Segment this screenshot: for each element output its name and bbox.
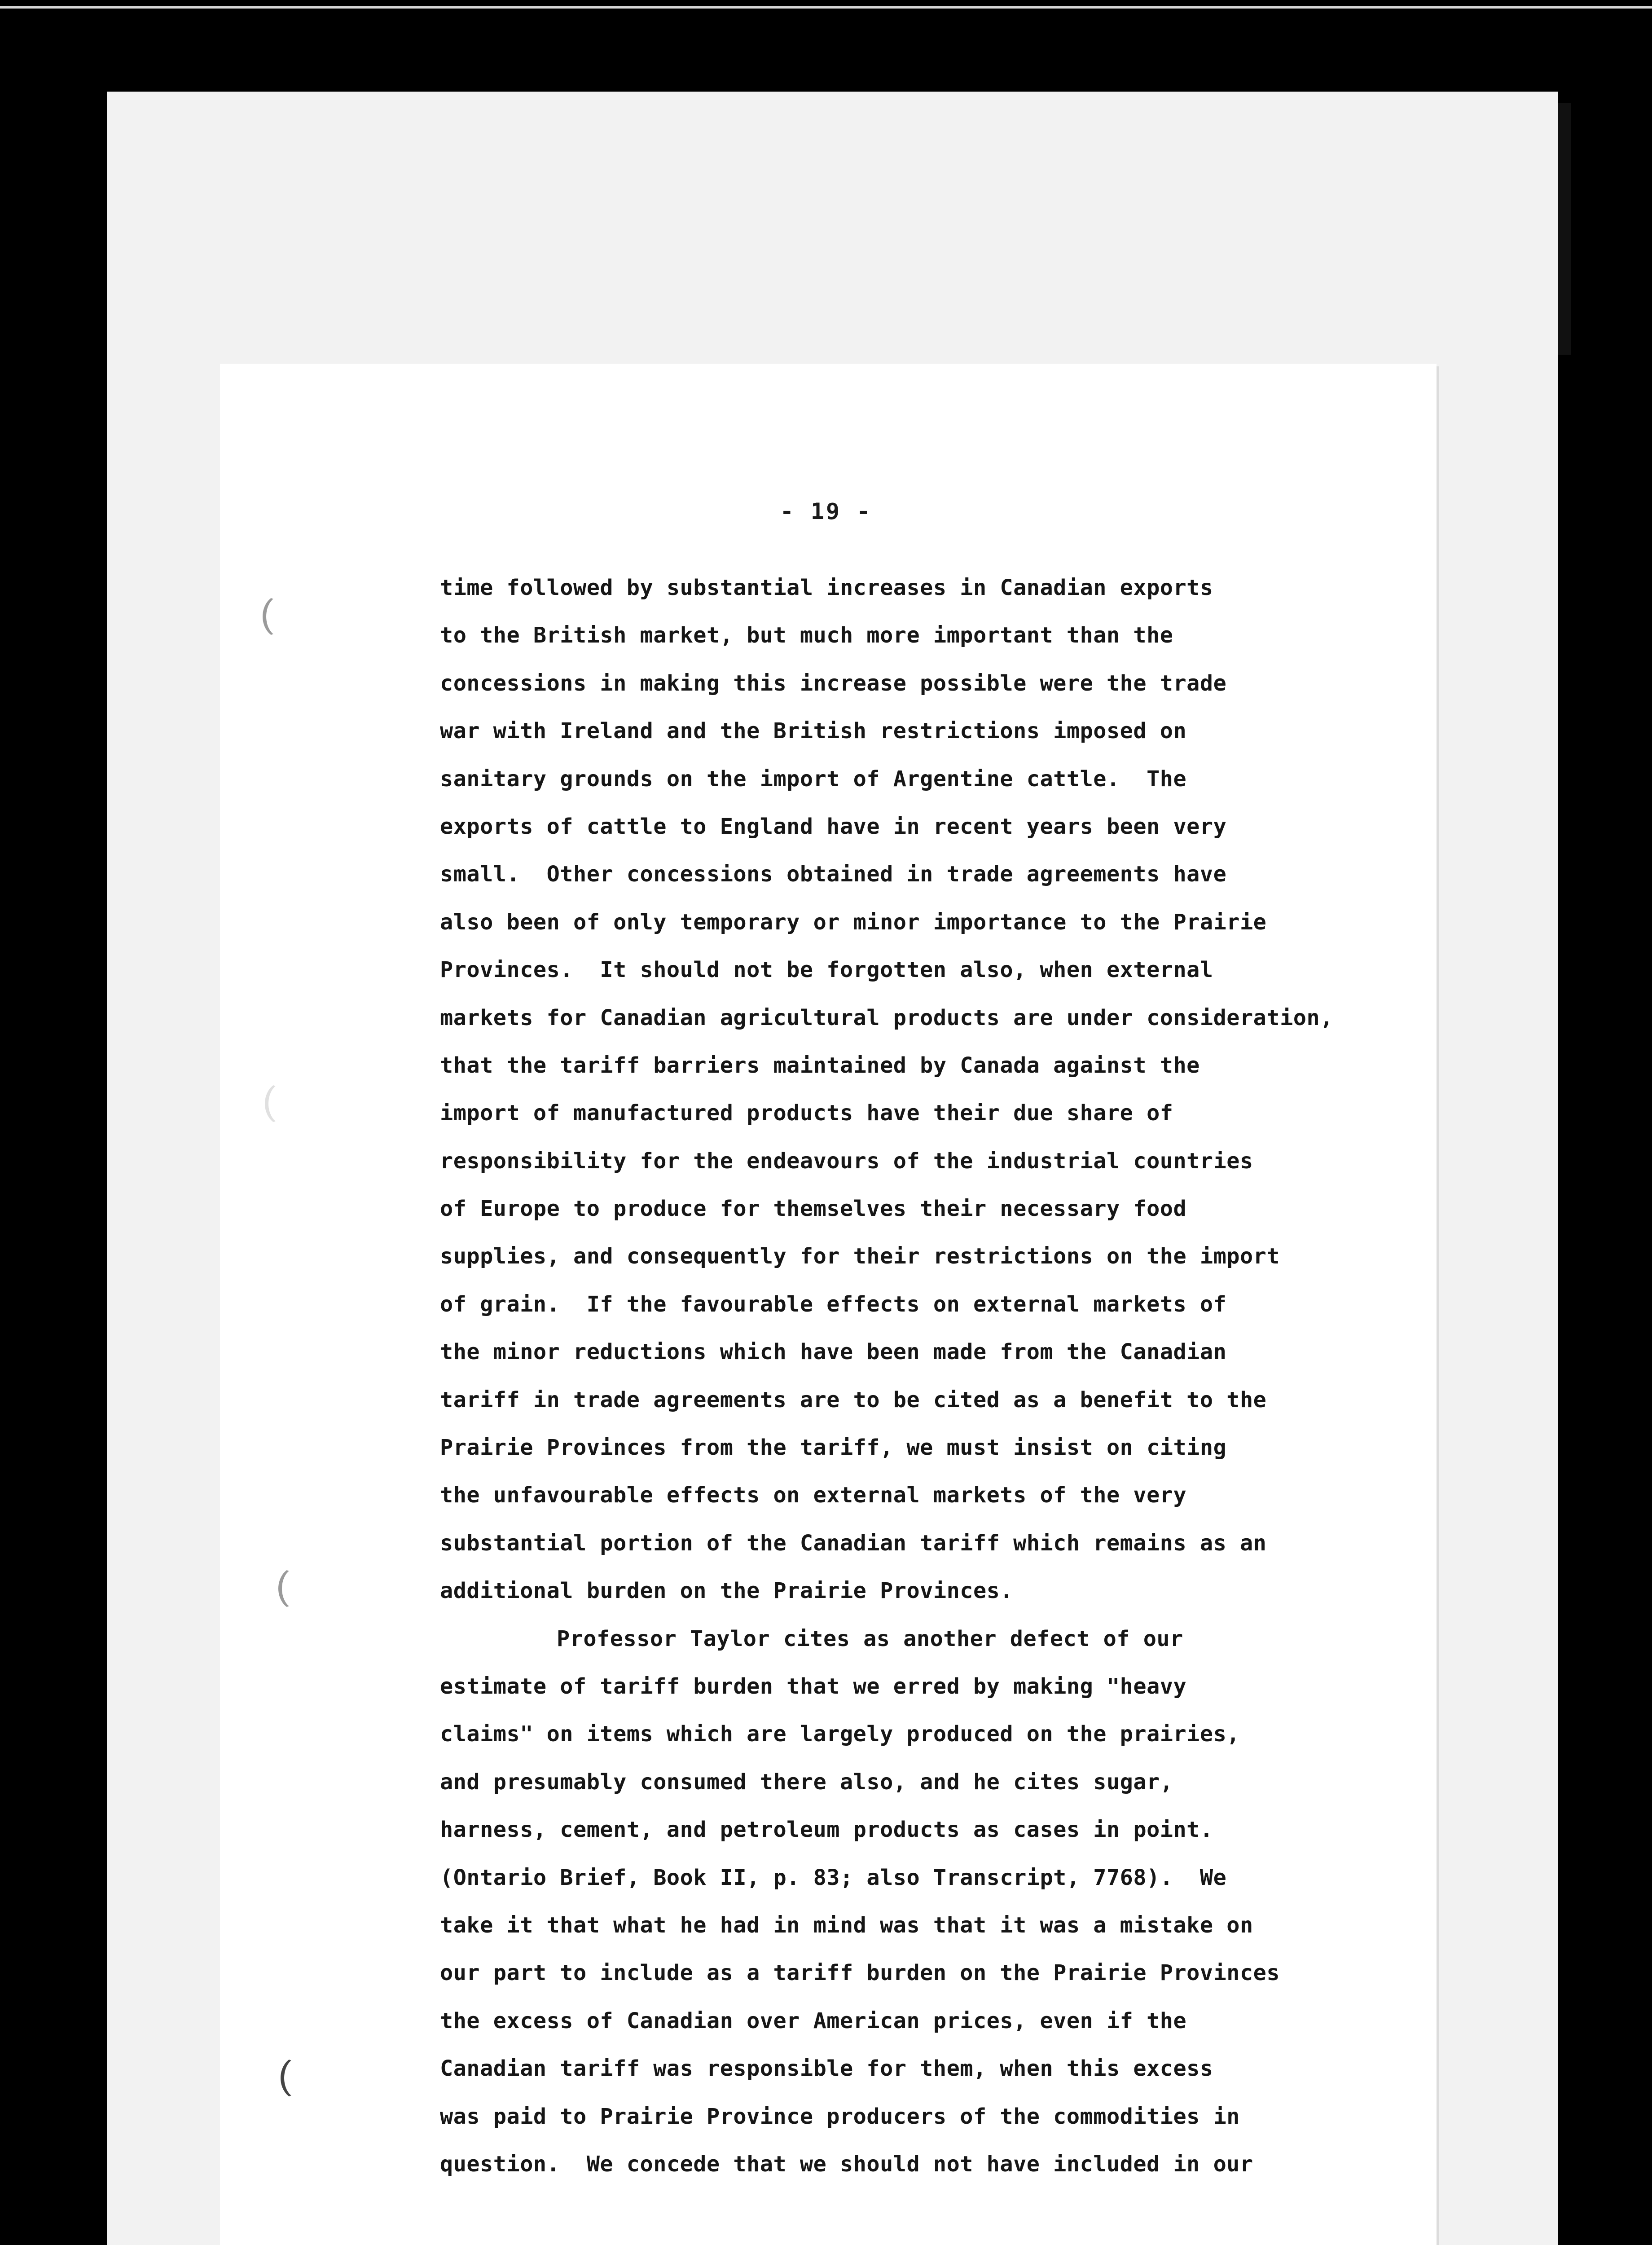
text-line: claims" on items which are largely produced on the prairies, [440, 1721, 1240, 1747]
text-line: question. We concede that we should not have included in our [440, 2151, 1253, 2177]
text-line: harness, cement, and petroleum products as cases in point. [440, 1817, 1213, 1843]
text-line: tariff in trade agreements are to be cited as a benefit to the [440, 1387, 1267, 1413]
text-line: our part to include as a tariff burden on the Prairie Provinces [440, 1960, 1280, 1986]
punch-hole-lower-middle [278, 1567, 313, 1610]
page-number: - 19 - [780, 498, 872, 524]
text-line: exports of cattle to England have in recent years been very [440, 814, 1227, 839]
punch-hole-bottom [281, 2056, 316, 2100]
text-line: concessions in making this increase possible were the trade [440, 670, 1227, 696]
text-line: small. Other concessions obtained in trade agreements have [440, 862, 1227, 887]
punch-hole-top [263, 595, 298, 638]
text-line: the minor reductions which have been made from the Canadian [440, 1339, 1227, 1365]
text-line: of Europe to produce for themselves their necessary food [440, 1196, 1187, 1222]
text-line: also been of only temporary or minor importance to the Prairie [440, 909, 1267, 935]
text-line: additional burden on the Prairie Provinces. [440, 1578, 1014, 1604]
text-line: responsibility for the endeavours of the industrial countries [440, 1148, 1253, 1174]
text-line: (Ontario Brief, Book II, p. 83; also Transcript, 7768). We [440, 1865, 1227, 1890]
text-line: sanitary grounds on the import of Argentine cattle. The [440, 766, 1187, 792]
text-line: estimate of tariff burden that we erred by making "heavy [440, 1673, 1187, 1699]
text-line: Canadian tariff was responsible for them, when this excess [440, 2056, 1213, 2082]
film-top-rule [0, 6, 1652, 9]
body-text [440, 574, 1517, 2198]
text-line: that the tariff barriers maintained by Canada against the [440, 1052, 1200, 1078]
text-line: Professor Taylor cites as another defect of our [557, 1626, 1183, 1651]
text-line: the unfavourable effects on external markets of the very [440, 1483, 1187, 1508]
text-line: markets for Canadian agricultural products are under consideration, [440, 1005, 1333, 1030]
text-line: supplies, and consequently for their restrictions on the import [440, 1244, 1280, 1269]
text-line: Prairie Provinces from the tariff, we must insist on citing [440, 1435, 1227, 1461]
text-line: the excess of Canadian over American prices, even if the [440, 2008, 1187, 2034]
text-line: time followed by substantial increases in Canadian exports [440, 575, 1213, 600]
text-line: war with Ireland and the British restrictions imposed on [440, 718, 1187, 744]
text-line: was paid to Prairie Province producers of the commodities in [440, 2104, 1240, 2129]
text-line: Provinces. It should not be forgotten also, when external [440, 957, 1213, 983]
text-line: take it that what he had in mind was that it was a mistake on [440, 1912, 1253, 1938]
text-line: import of manufactured products have their due share of [440, 1100, 1173, 1126]
text-line: and presumably consumed there also, and he cites sugar, [440, 1769, 1173, 1795]
text-line: substantial portion of the Canadian tariff which remains as an [440, 1530, 1267, 1556]
text-line: of grain. If the favourable effects on external markets of [440, 1291, 1227, 1317]
punch-hole-upper-middle [265, 1082, 300, 1125]
text-line: to the British market, but much more important than the [440, 623, 1173, 648]
film-edge-mark [1558, 103, 1571, 355]
